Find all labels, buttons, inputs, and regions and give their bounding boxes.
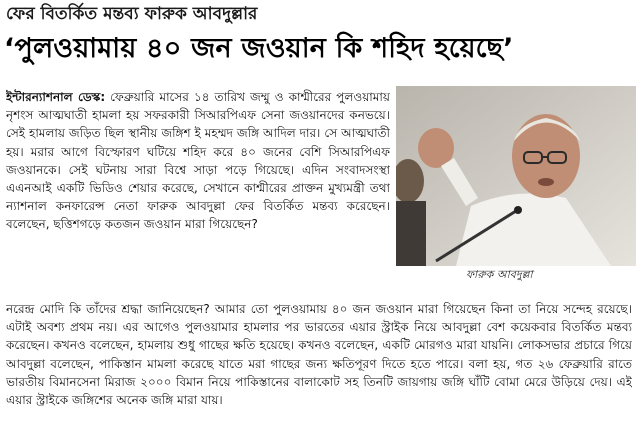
photo-caption: ফারুক আবদুল্লা (466, 268, 533, 281)
article-kicker: ফের বিতর্কিত মন্তব্য ফারুক আবদুল্লার (6, 4, 258, 24)
body-paragraph-full: নরেন্দ্র মোদি কি তাঁদের শ্রদ্ধা জানিয়েছেন? আমার তো পুলওয়ামায় ৪০ জন জওয়ান মারা গিয়েছেন কিনা তা নিয়ে সন্দেহ রয়েছে। এটাই অবশ্য প্রথম নয়। এর আগেও পুলওয়ামার হামলার পর ভারতের এয়ার স্ট্রাইক নিয়ে আবদুল্লা বেশ কয়েকবার বিতর্কিত মন্তব্য করেছেন। কখনও বলেছেন, হামলায় শুধু গাছের ক্ষতি হয়েছে। কখনও বলেছেন, একটি মোরগও মারা যায়নি। লোকসভার প্রচারে গিয়ে আবদুল্লা বলেছেন, পাকিস্তান মামলা করেছে যাতে মরা গাছের জন্য ক্ষতিপূরণ দিতে হতে পারে। বলা হয়, গত ২৬ ফেব্রুয়ারি রাতে ভারতীয় বিমানসেনা মিরাজ ২০০০ বিমান নিয়ে পাকিস্তানের বালাকোট সহ তিনটি জায়গায় জঙ্গি ঘাঁটি বোমা মেরে উড়িয়ে দেয়। এই এয়ার স্ট্রাইকে জঙ্গিশের অনেক জঙ্গি মারা যায়। (6, 302, 632, 408)
article-body-top (6, 88, 390, 304)
speaker-photo (396, 86, 636, 266)
body-paragraph-top: ফেব্রুয়ারি মাসের ১৪ তারিখ জম্মু ও কাশ্মীরের পুলওয়ামায় নৃশংস আত্মঘাতী হামলা হয় সফরকারী সিআরপিএফ সেনা জওয়ানদের কনভয়ে। সেই হামলায় জড়িত ছিল স্থানীয় জঙ্গিশ ই মহম্মদ জঙ্গি আদিল দার। সে আত্মঘাতী হয়। মরার আগে বিস্ফোরণ ঘটিয়ে শহিদ করে ৪০ জনের বেশি সিআরপিএফ জওয়ানকে। সেই ঘটনায় সারা বিশ্বে সাড়া পড়ে গিয়েছে। এদিন সংবাদসংস্থা এএনআই একটি ভিডিও শেয়ার করেছে, সেখানে কাশ্মীরের প্রাক্তন মুখ্যমন্ত্রী তথা ন্যাশনাল কনফারেন্স নেতা ফারুক আবদুল্লা ফের বিতর্কিত মন্তব্য করেছেন। বলেছেন, ছত্তিশগড়ে কতজন জওয়ান মারা গিয়েছেন? (6, 90, 390, 232)
article-photo (396, 86, 636, 266)
byline: ইন্টারন্যাশনাল ডেস্ক: (6, 90, 106, 104)
article-headline: ‘পুলওয়ামায় ৪০ জন জওয়ান কি শহিদ হয়েছে’ (4, 33, 514, 64)
